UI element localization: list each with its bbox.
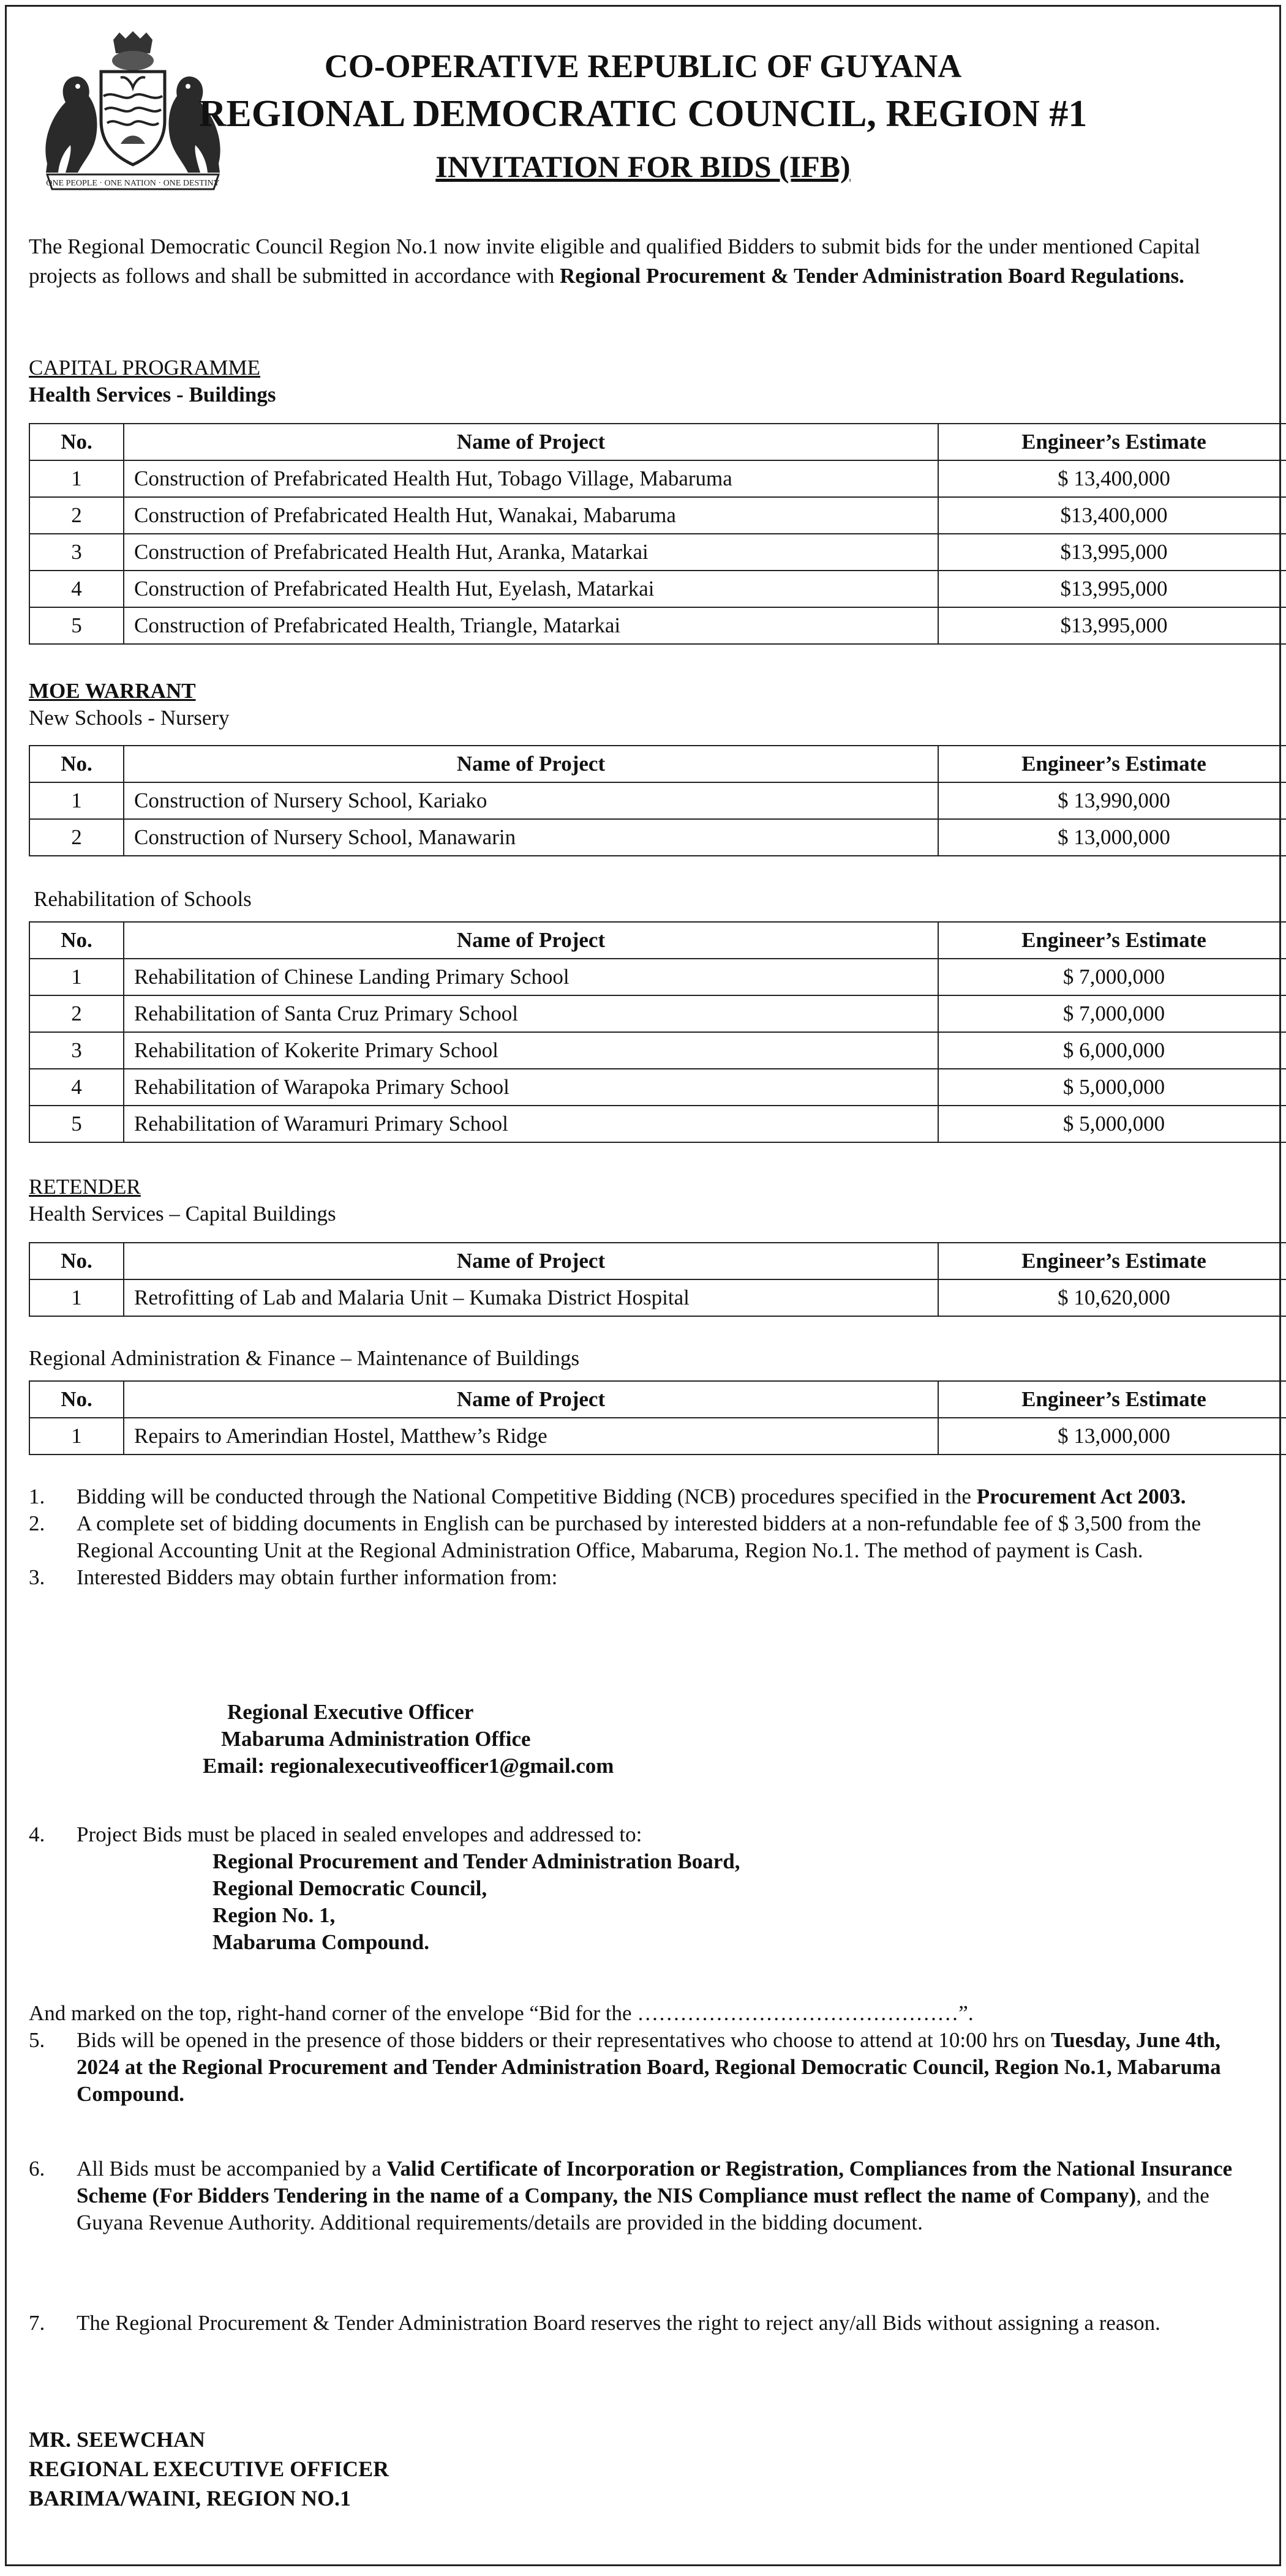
row-estimate: $ 6,000,000 — [938, 1032, 1286, 1069]
item-bold: Procurement Act 2003. — [976, 1485, 1186, 1508]
item-number: 4. — [29, 1822, 45, 1846]
item-text: , and the Guyana Revenue Authority. Additional requirements/details are provided in the bidding document. — [77, 2184, 1209, 2234]
contact-line: Mabaruma Administration Office — [221, 1727, 531, 1751]
row-no: 4 — [29, 571, 124, 607]
table-header-row — [29, 746, 1286, 782]
row-estimate: $ 13,400,000 — [938, 460, 1286, 497]
moe-heading: MOE WARRANT — [29, 679, 196, 703]
col-no: No. — [29, 424, 124, 460]
moe-section-heading — [29, 678, 230, 732]
row-no: 5 — [29, 1106, 124, 1142]
crest-motto: ONE PEOPLE · ONE NATION · ONE DESTINY — [46, 179, 220, 188]
table-row — [29, 1418, 1286, 1455]
row-name: Rehabilitation of Waramuri Primary School — [124, 1106, 938, 1142]
item-7 — [29, 2310, 1257, 2337]
row-estimate: $13,995,000 — [938, 571, 1286, 607]
item-text: Project Bids must be placed in sealed envelopes and addressed to: — [77, 1822, 642, 1846]
table-row — [29, 607, 1286, 644]
admin-subheading: Regional Administration & Finance – Maintenance of Buildings — [29, 1346, 580, 1370]
signature-block — [29, 2425, 389, 2513]
contact-line: Regional Executive Officer — [227, 1700, 474, 1724]
header — [29, 7, 1257, 188]
table-header-row — [29, 424, 1286, 460]
col-name: Name of Project — [124, 424, 938, 460]
row-name: Retrofitting of Lab and Malaria Unit – Kumaka District Hospital — [124, 1279, 938, 1316]
item-text: Interested Bidders may obtain further information from: — [77, 1565, 558, 1589]
row-name: Rehabilitation of Santa Cruz Primary School — [124, 995, 938, 1032]
council-title: REGIONAL DEMOCRATIC COUNCIL, REGION #1 — [198, 93, 1088, 135]
col-name: Name of Project — [124, 1243, 938, 1279]
row-estimate: $ 5,000,000 — [938, 1069, 1286, 1106]
row-no: 3 — [29, 534, 124, 571]
contact-block — [203, 1699, 614, 1780]
item-text: All Bids must be accompanied by a — [77, 2157, 387, 2181]
rehab-subheading: Rehabilitation of Schools — [34, 887, 252, 911]
col-estimate: Engineer’s Estimate — [938, 1381, 1286, 1418]
table-row — [29, 1069, 1286, 1106]
row-no: 2 — [29, 497, 124, 534]
item-number: 2. — [29, 1511, 45, 1535]
row-name: Construction of Nursery School, Kariako — [124, 782, 938, 819]
col-no: No. — [29, 1243, 124, 1279]
item-number: 7. — [29, 2311, 45, 2335]
row-no: 1 — [29, 460, 124, 497]
contact-email: Email: regionalexecutiveofficer1@gmail.com — [203, 1754, 614, 1778]
list-item — [29, 2155, 1257, 2236]
item-text: Bidding will be conducted through the National Competitive Bidding (NCB) procedures specified in the — [77, 1485, 977, 1508]
col-estimate: Engineer’s Estimate — [938, 424, 1286, 460]
row-no: 2 — [29, 995, 124, 1032]
list-item — [29, 1564, 1257, 1591]
table-row — [29, 460, 1286, 497]
col-name: Name of Project — [124, 922, 938, 959]
table-row — [29, 497, 1286, 534]
list-item — [29, 1483, 1257, 1510]
col-name: Name of Project — [124, 746, 938, 782]
row-name: Construction of Prefabricated Health Hut, Tobago Village, Mabaruma — [124, 460, 938, 497]
table-header-row — [29, 922, 1286, 959]
envelope-marking-text: And marked on the top, right-hand corner of the envelope “Bid for the ………………………………………”. — [29, 2001, 974, 2025]
row-estimate: $ 13,000,000 — [938, 1418, 1286, 1455]
item-number: 1. — [29, 1485, 45, 1508]
table-row — [29, 1279, 1286, 1316]
row-no: 1 — [29, 1418, 124, 1455]
item-text: The Regional Procurement & Tender Administration Board reserves the right to reject any/all Bids without assigning a reason. — [77, 2311, 1160, 2335]
row-name: Construction of Prefabricated Health Hut, Wanakai, Mabaruma — [124, 497, 938, 534]
table-row — [29, 571, 1286, 607]
address-line: Mabaruma Compound. — [212, 1930, 429, 1954]
list-item — [29, 2310, 1257, 2337]
address-line: Region No. 1, — [212, 1903, 336, 1927]
capital-table — [29, 423, 1286, 645]
table-row — [29, 995, 1286, 1032]
country-title: CO-OPERATIVE REPUBLIC OF GUYANA — [324, 48, 962, 84]
address-line: Regional Procurement and Tender Administration Board, — [212, 1849, 740, 1873]
row-estimate: $13,995,000 — [938, 607, 1286, 644]
items-1-3 — [29, 1483, 1257, 1591]
item-number: 5. — [29, 2028, 45, 2052]
col-name: Name of Project — [124, 1381, 938, 1418]
table-row — [29, 959, 1286, 995]
row-no: 1 — [29, 959, 124, 995]
row-name: Construction of Prefabricated Health, Triangle, Matarkai — [124, 607, 938, 644]
table-header-row — [29, 1381, 1286, 1418]
capital-subheading: Health Services - Buildings — [29, 383, 276, 406]
row-no: 3 — [29, 1032, 124, 1069]
moe-table — [29, 745, 1286, 856]
row-estimate: $ 7,000,000 — [938, 959, 1286, 995]
retender-subheading: Health Services – Capital Buildings — [29, 1202, 336, 1226]
signatory-name: MR. SEEWCHAN — [29, 2427, 206, 2452]
capital-section-heading — [29, 354, 276, 408]
row-estimate: $ 10,620,000 — [938, 1279, 1286, 1316]
ifb-page — [5, 5, 1281, 2566]
capital-heading: CAPITAL PROGRAMME — [29, 356, 261, 380]
intro-text: The Regional Democratic Council Region No.1 now invite eligible and qualified Bidders to submit bids for the under mentioned Capital projects as follows and shall be submitted in accordance with — [29, 234, 1200, 288]
item-bold: Valid Certificate of Incorporation or Registration, Compliances from the National Insurance Scheme (For Bidders Tendering in the name of a Company, the NIS Compliance must reflect the name of Company) — [77, 2157, 1233, 2207]
item-4 — [29, 1821, 1257, 1848]
moe-subheading: New Schools - Nursery — [29, 706, 230, 730]
retender-heading: RETENDER — [29, 1175, 141, 1199]
retender-section-heading — [29, 1174, 336, 1227]
row-name: Repairs to Amerindian Hostel, Matthew’s Ridge — [124, 1418, 938, 1455]
row-estimate: $ 7,000,000 — [938, 995, 1286, 1032]
col-estimate: Engineer’s Estimate — [938, 922, 1286, 959]
row-name: Rehabilitation of Chinese Landing Primary School — [124, 959, 938, 995]
row-no: 1 — [29, 782, 124, 819]
row-estimate: $ 13,000,000 — [938, 819, 1286, 856]
document-title: INVITATION FOR BIDS (IFB) — [435, 149, 851, 184]
row-estimate: $ 13,990,000 — [938, 782, 1286, 819]
rehab-table — [29, 921, 1286, 1143]
col-no: No. — [29, 1381, 124, 1418]
address-line: Regional Democratic Council, — [212, 1876, 487, 1900]
retender-table — [29, 1242, 1286, 1317]
item-text: Bids will be opened in the presence of those bidders or their representatives who choose to attend at 10:00 hrs on — [77, 2028, 1051, 2052]
col-estimate: Engineer’s Estimate — [938, 1243, 1286, 1279]
address-block — [212, 1848, 740, 1956]
row-no: 4 — [29, 1069, 124, 1106]
item-bold: Tuesday, June 4th, 2024 at the Regional Procurement and Tender Administration Board, Regional Democratic Council, Region No.1, Mabaruma Compound. — [77, 2028, 1221, 2106]
list-item — [29, 1821, 1257, 1848]
table-row — [29, 782, 1286, 819]
row-no: 2 — [29, 819, 124, 856]
item-text: A complete set of bidding documents in English can be purchased by interested bidders at a non-refundable fee of $ 3,500 from the Regional Accounting Unit at the Regional Administration Office, Mabaruma, Region No.1. The method of payment is Cash. — [77, 1511, 1201, 1562]
admin-table — [29, 1380, 1286, 1455]
row-estimate: $ 5,000,000 — [938, 1106, 1286, 1142]
row-no: 1 — [29, 1279, 124, 1316]
table-row — [29, 534, 1286, 571]
list-item — [29, 2027, 1257, 2108]
intro-paragraph — [29, 232, 1257, 291]
row-name: Rehabilitation of Warapoka Primary School — [124, 1069, 938, 1106]
item-number: 3. — [29, 1565, 45, 1589]
item-6 — [29, 2155, 1257, 2236]
col-no: No. — [29, 922, 124, 959]
row-name: Construction of Nursery School, Manawarin — [124, 819, 938, 856]
table-row — [29, 819, 1286, 856]
intro-bold: Regional Procurement & Tender Administration Board Regulations. — [560, 264, 1184, 288]
row-no: 5 — [29, 607, 124, 644]
signatory-title: REGIONAL EXECUTIVE OFFICER — [29, 2457, 389, 2481]
signatory-region: BARIMA/WAINI, REGION NO.1 — [29, 2486, 352, 2510]
row-estimate: $13,400,000 — [938, 497, 1286, 534]
item-number: 6. — [29, 2157, 45, 2181]
row-estimate: $13,995,000 — [938, 534, 1286, 571]
col-no: No. — [29, 746, 124, 782]
row-name: Construction of Prefabricated Health Hut, Eyelash, Matarkai — [124, 571, 938, 607]
table-header-row — [29, 1243, 1286, 1279]
col-estimate: Engineer’s Estimate — [938, 746, 1286, 782]
list-item — [29, 1510, 1257, 1564]
row-name: Construction of Prefabricated Health Hut, Aranka, Matarkai — [124, 534, 938, 571]
items-marked-5 — [29, 2000, 1257, 2108]
table-row — [29, 1106, 1286, 1142]
table-row — [29, 1032, 1286, 1069]
row-name: Rehabilitation of Kokerite Primary School — [124, 1032, 938, 1069]
